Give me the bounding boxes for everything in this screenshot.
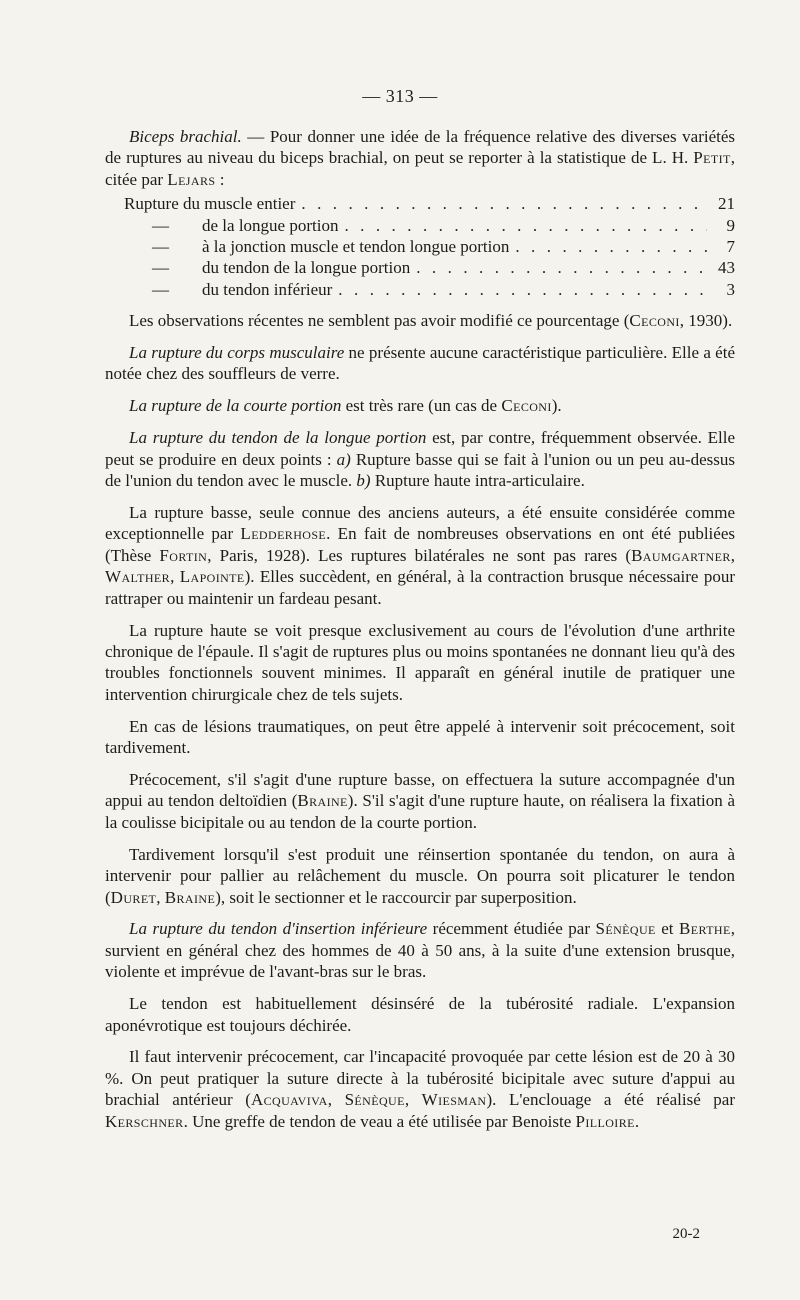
paragraph-title: La rupture du tendon de la longue portion bbox=[129, 428, 427, 448]
author-name: Pilloire bbox=[575, 1111, 635, 1131]
text-span: , bbox=[730, 545, 735, 565]
paragraph-lower-insertion-rupture bbox=[105, 918, 735, 982]
stat-row bbox=[105, 236, 735, 257]
paragraph-early-intervention bbox=[105, 769, 735, 833]
text-span: est très rare (un cas de bbox=[341, 396, 502, 416]
ditto-dash: — bbox=[152, 215, 169, 235]
enumeration-marker: b) bbox=[356, 471, 371, 491]
stat-label: du tendon inférieur bbox=[202, 279, 333, 299]
text-span: récemment étudiée par bbox=[427, 919, 596, 939]
text-span: . Une greffe de tendon de veau a été utilisée par Benoiste bbox=[183, 1111, 576, 1131]
text-span: Tardivement lorsqu'il s'est produit une réinsertion spontanée du tendon, on aura à intervenir pour pallier au relâchement du muscle. On pourra soit plicaturer le tendon ( bbox=[105, 844, 735, 907]
text-span: ). S'il s'agit d'une rupture haute, on réalisera la fixation à la coulisse bicipitale ou au tendon de la courte portion. bbox=[105, 791, 735, 832]
stat-label: Rupture du muscle entier bbox=[124, 194, 296, 214]
stat-value: 43 bbox=[718, 258, 735, 278]
author-name: Sénèque bbox=[595, 919, 656, 939]
text-span: Rupture basse qui se fait à l'union ou un peu au-dessus de l'union du tendon avec le muscle. bbox=[105, 449, 736, 491]
text-span: , bbox=[327, 1090, 345, 1110]
leader-dots bbox=[295, 193, 707, 214]
text-span: Précocement, s'il s'agit d'une rupture basse, on effectuera la suture accompagnée d'un appui au tendon deltoïdien ( bbox=[105, 769, 735, 811]
paragraph-title: La rupture de la courte portion bbox=[129, 396, 342, 416]
author-name: Braine bbox=[164, 887, 216, 907]
author-name: Lejars bbox=[167, 169, 216, 189]
paragraph-recent-observations bbox=[105, 310, 735, 331]
author-name: Petit bbox=[693, 148, 731, 168]
text-span: Il faut intervenir précocement, car l'incapacité provoquée par cette lésion est de 20 à 30 %. On peut pratiquer la suture directe à la tubérosité bicipitale avec suture d'appui au brachial antérieur ( bbox=[105, 1047, 735, 1110]
text-span: ne présente aucune caractéristique particulière. Elle a été notée chez des souffleurs de verre. bbox=[105, 343, 736, 384]
signature-mark: 20-2 bbox=[672, 1226, 700, 1242]
stat-value: 7 bbox=[726, 237, 735, 256]
text-span: : bbox=[215, 169, 225, 189]
paragraph-late-intervention bbox=[105, 844, 735, 908]
text-span: ). Elles succèdent, en général, à la contraction brusque nécessaire pour rattraper ou maintenir un fardeau pesant. bbox=[105, 567, 736, 608]
stat-value: 3 bbox=[726, 279, 735, 299]
text-span: ). bbox=[551, 396, 562, 416]
paragraph-tendon-detachment: Le tendon est habituellement désinséré de la tubérosité radiale. L'expansion aponévrotique est toujours déchirée. bbox=[105, 994, 735, 1035]
text-span: et bbox=[655, 919, 680, 939]
stat-row bbox=[105, 279, 735, 300]
author-name: Ceconi bbox=[629, 311, 680, 331]
text-span: . En fait de nombreuses observations en ont été publiées (Thèse bbox=[105, 524, 735, 565]
text-span: ), soit le sectionner et le raccourcir par superposition. bbox=[215, 887, 577, 907]
paragraph-high-rupture: La rupture haute se voit presque exclusivement au cours de l'évolution d'une arthrite chronique de l'épaule. Il s'agit de ruptures plus ou moins spontanées ne donnant lieu qu'à des troubles fonctionnels souvent minimes. Il apparaît en général inutile de pratiquer une intervention chirurgicale chez de tels sujets. bbox=[105, 620, 735, 704]
author-name: Wiesman bbox=[421, 1090, 487, 1110]
author-name: Baumgartner bbox=[631, 545, 731, 565]
text-span: , citée par bbox=[105, 148, 735, 189]
author-name: Ceconi bbox=[501, 396, 552, 416]
text-span: , bbox=[156, 887, 165, 907]
paragraph-title: La rupture du corps musculaire bbox=[129, 343, 345, 363]
text-span: La rupture basse, seule connue des anciens auteurs, a été ensuite considérée comme exceptionnelle par bbox=[105, 503, 735, 544]
ditto-dash: — bbox=[152, 258, 169, 278]
text-span: ). L'enclouage a été réalisé par bbox=[486, 1090, 736, 1110]
stat-row bbox=[105, 215, 735, 236]
text-span: , bbox=[404, 1090, 422, 1110]
author-name: Acquaviva bbox=[250, 1090, 328, 1110]
author-name: Kerschner bbox=[105, 1111, 184, 1131]
paragraph-muscle-body-rupture bbox=[105, 342, 735, 385]
author-name: Sénèque bbox=[344, 1090, 405, 1110]
author-name: Braine bbox=[297, 791, 348, 811]
stat-label-group bbox=[105, 215, 338, 236]
text-span: est, par contre, fréquemment observée. Elle peut se produire en deux points : bbox=[105, 428, 735, 469]
stat-label-group bbox=[105, 279, 332, 300]
leader-dots bbox=[332, 279, 707, 300]
paragraph-title: Biceps brachial. bbox=[129, 127, 242, 146]
author-name: Ledderhose bbox=[240, 524, 327, 544]
author-name: Fortin bbox=[159, 545, 208, 565]
stat-label: du tendon de la longue portion bbox=[202, 258, 411, 278]
author-name: Walther bbox=[105, 567, 171, 587]
text-span: , 1930). bbox=[679, 311, 733, 331]
text-span: Les observations récentes ne semblent pas avoir modifié ce pourcentage ( bbox=[129, 311, 630, 331]
author-name: Duret bbox=[110, 887, 157, 907]
stat-label-group bbox=[105, 257, 410, 278]
text-span: — Pour donner une idée de la fréquence relative des diverses variétés de ruptures au niveau du biceps brachial, on peut se reporter à la statistique de L. H. bbox=[105, 127, 736, 168]
stat-label-group bbox=[105, 236, 509, 257]
paragraph-short-head-rupture bbox=[105, 395, 735, 416]
stat-label: à la jonction muscle et tendon longue portion bbox=[202, 237, 510, 256]
paragraph-traumatic-lesions: En cas de lésions traumatiques, on peut être appelé à intervenir soit précocement, soit tardivement. bbox=[105, 716, 735, 758]
body-text bbox=[105, 126, 735, 1143]
stat-value: 9 bbox=[726, 215, 735, 235]
author-name: Lapointe bbox=[179, 567, 245, 587]
text-span: . bbox=[634, 1111, 640, 1131]
stat-label: de la longue portion bbox=[202, 215, 339, 235]
stat-value: 21 bbox=[718, 194, 735, 214]
paragraph-biceps-intro bbox=[105, 126, 735, 190]
author-name: Berthe bbox=[679, 919, 731, 939]
paragraph-surgical-treatment bbox=[105, 1046, 735, 1132]
paragraph-long-head-tendon-rupture bbox=[105, 427, 735, 491]
enumeration-marker: a) bbox=[336, 449, 351, 469]
leader-dots bbox=[410, 257, 707, 278]
leader-dots bbox=[509, 236, 707, 257]
text-span: Rupture haute intra-articulaire. bbox=[370, 471, 585, 491]
text-span: , survient en général chez des hommes de 40 à 50 ans, à la suite d'une extension brusque, violente et imprévue de l'avant-bras sur le bras. bbox=[105, 919, 735, 982]
paragraph-title: La rupture du tendon d'insertion inférieure bbox=[129, 919, 428, 939]
ditto-dash: — bbox=[152, 237, 169, 256]
page-number: — 313 — bbox=[362, 86, 438, 106]
text-span: , Paris, 1928). Les ruptures bilatérales ne sont pas rares ( bbox=[207, 545, 632, 565]
stat-row bbox=[105, 193, 735, 214]
rupture-statistics-list bbox=[105, 193, 735, 300]
paragraph-low-rupture bbox=[105, 502, 735, 609]
leader-dots bbox=[338, 215, 707, 236]
ditto-dash: — bbox=[152, 279, 169, 299]
stat-row bbox=[105, 257, 735, 278]
text-span: , bbox=[170, 567, 180, 587]
